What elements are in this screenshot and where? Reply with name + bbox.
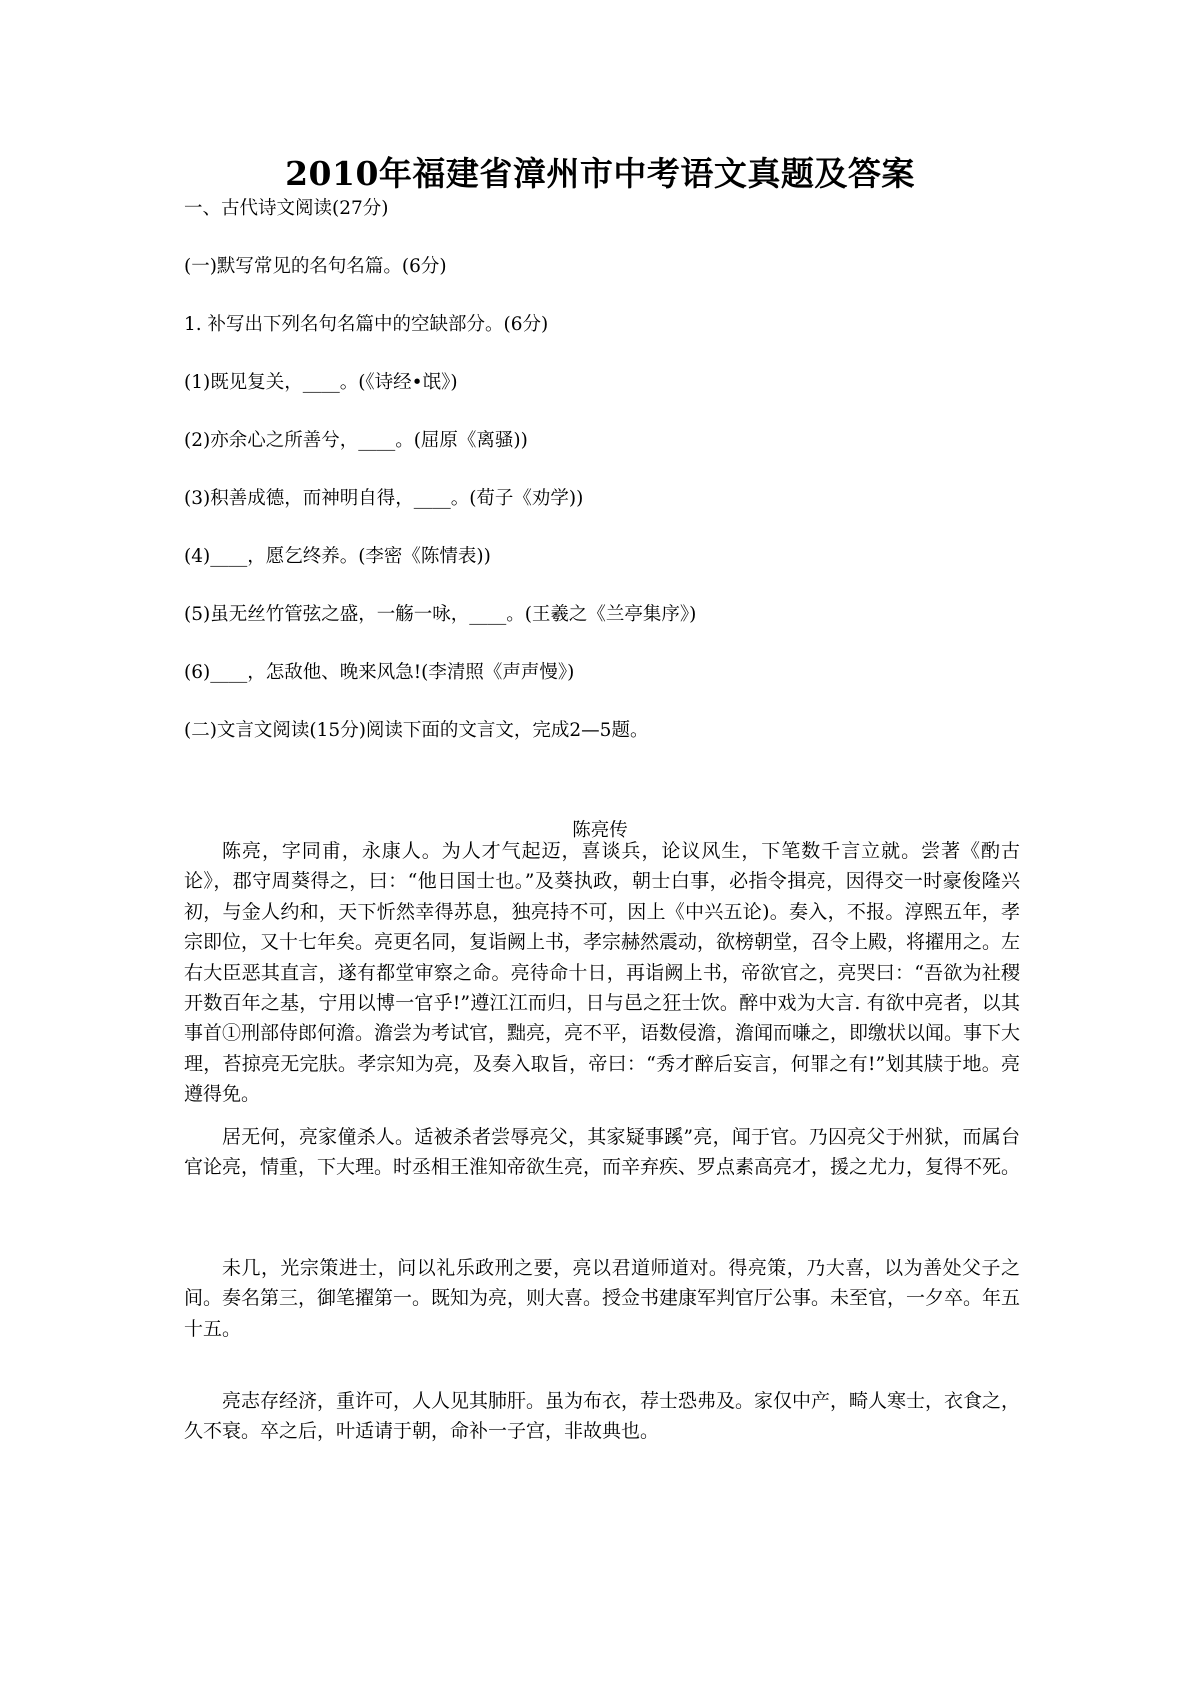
fill-blank-item: (5)虽无丝竹管弦之盛，一觞一咏，____。(王羲之《兰亭集序》) xyxy=(184,604,697,625)
question-1: 1. 补写出下列名句名篇中的空缺部分。(6分) xyxy=(184,314,549,335)
fill-blank-item: (4)____，愿乞终养。(李密《陈情表)) xyxy=(184,546,491,567)
fill-blank-item: (6)____，怎敌他、晚来风急!(李清照《声声慢》) xyxy=(184,662,575,683)
passage-paragraph: 未几，光宗策进士，问以礼乐政刑之要，亮以君道师道对。得亮策，乃大喜，以为善处父子之间。奏名第三，御笔擢第一。既知为亮，则大喜。授佥书建康军判官厅公事。未至官，一夕卒。年五十五。 xyxy=(184,1257,1021,1340)
subsection-heading: (一)默写常见的名句名篇。(6分) xyxy=(184,256,447,277)
fill-blank-item: (1)既见复关，____。(《诗经•氓》) xyxy=(184,372,458,393)
section-heading: 一、古代诗文阅读(27分) xyxy=(184,198,389,219)
passage-paragraph: 陈亮，字同甫，永康人。为人才气起迈，喜谈兵，论议风生，下笔数千言立就。尝著《酌古论》，郡守周葵得之，曰：“他日国士也。”及葵执政，朝士白事，必指令揖亮，因得交一时豪俊隆兴初，与金人约和，天下忻然幸得苏息，独亮持不可，因上《中兴五论)。奏入，不报。淳熙五年，孝宗即位，又十七年矣。亮更名同，复诣阙上书，孝宗赫然震动，欲榜朝堂，召令上殿，将擢用之。左右大臣恶其直言，遂有都堂审察之命。亮待命十日，再诣阙上书，帝欲官之，亮哭曰：“吾欲为社稷开数百年之基，宁用以博一官乎!”遵江江而归，日与邑之狂士饮。醉中戏为大言. 有欲中亮者，以其事首①刑部侍郎何澹。澹尝为考试官，黜亮，亮不平，语数侵澹，澹闻而嗛之，即缴状以闻。事下大理，苔掠亮无完肤。孝宗知为亮，及奏入取旨，帝曰：“秀才醉后妄言，何罪之有!”划其牍于地。亮遵得免。 xyxy=(184,840,1021,1106)
fill-blank-item: (2)亦余心之所善兮，____。(屈原《离骚)) xyxy=(184,430,528,451)
passage-paragraph: 亮志存经济，重许可，人人见其肺肝。虽为布衣，荐士恐弗及。家仅中产，畸人寒士，衣食之，久不衰。卒之后，叶适请于朝，命补一子宫，非故典也。 xyxy=(184,1390,1021,1443)
document-title: 2010年福建省漳州市中考语文真题及答案 xyxy=(285,154,915,193)
subsection-heading-2: (二)文言文阅读(15分)阅读下面的文言文，完成2—5题。 xyxy=(184,720,649,741)
passage-paragraph: 居无何，亮家僮杀人。适被杀者尝辱亮父，其家疑事蹊”亮，闻于官。乃囚亮父于州狱，而属台官论亮，情重，下大理。时丞相王淮知帝欲生亮，而辛弃疾、罗点素高亮才，援之尤力，复得不死。 xyxy=(184,1126,1021,1179)
passage-title: 陈亮传 xyxy=(572,820,628,841)
fill-blank-item: (3)积善成德，而神明自得，____。(荀子《劝学)) xyxy=(184,488,584,509)
